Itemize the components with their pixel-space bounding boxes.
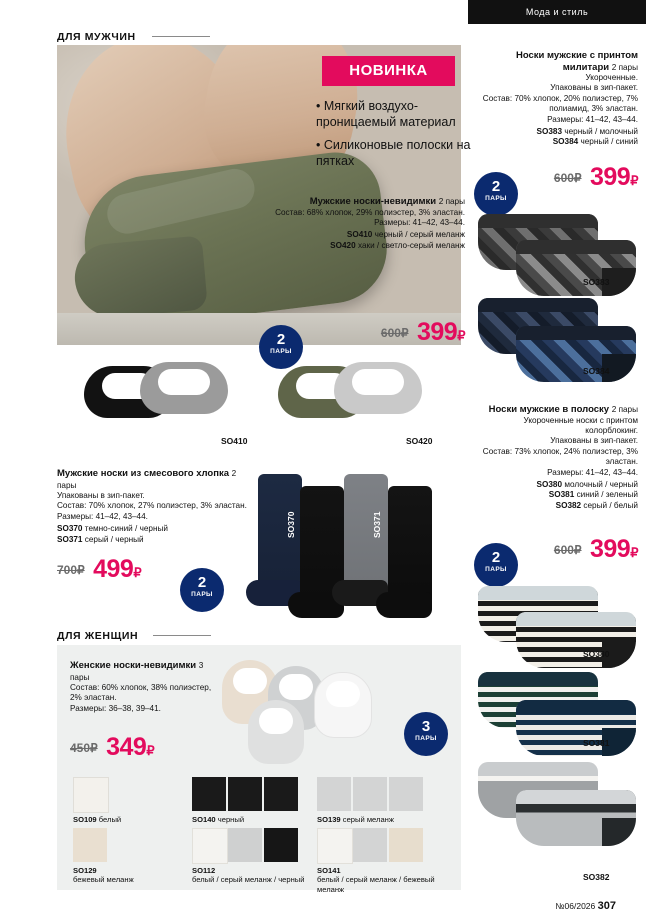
mixed-product-text	[57, 468, 247, 545]
photo-label-so383: SO383	[583, 277, 610, 287]
mixed-variant-code-1: SO370	[57, 524, 83, 534]
military-text	[478, 50, 638, 148]
hero-variant-name-2: хаки / светло-серый меланж	[357, 240, 465, 250]
hero-composition: Состав: 68% хлопок, 29% полиэстер, 3% эластан.	[275, 207, 465, 217]
military-line2: Упакованы в зип-пакет.	[550, 83, 638, 93]
sock-cuff	[516, 612, 636, 626]
hero-bullet-2: • Силиконовые полоски на пятках	[316, 138, 471, 168]
tall-sock-code-so370: SO370	[286, 511, 296, 538]
hero-price	[300, 318, 465, 347]
striped-composition: Состав: 73% хлопок, 24% полиэстер, 3% эластан.	[482, 446, 638, 467]
swatch-name-so112: белый / серый меланж / черный	[192, 875, 305, 885]
women-qty: 3 пары	[70, 661, 204, 682]
mixed-pairs-word: ПАРЫ	[191, 591, 213, 598]
page-number: 307	[597, 900, 616, 912]
sock-label-so420: SO420	[406, 436, 433, 446]
mixed-packing: Упакованы в зип-пакет.	[57, 491, 145, 500]
swatch-so139-b	[353, 777, 387, 811]
sock-opening	[326, 681, 360, 707]
military-line1: Укороченные.	[585, 73, 638, 82]
swatch-so140-a	[192, 777, 226, 811]
women-product-text	[70, 660, 220, 714]
striped-line1: Укороченные носки с принтом колорблокинг.	[523, 415, 638, 435]
hero-currency: ₽	[457, 328, 465, 343]
women-pairs-word: ПАРЫ	[415, 735, 437, 742]
mixed-variant-name-1: темно-синий / черный	[84, 524, 168, 534]
sock-cuff	[516, 790, 636, 804]
hero-bullet-1: • Мягкий воздухо-проницаемый материал	[316, 99, 456, 129]
swatch-label-so112	[192, 866, 307, 885]
sock-cuff	[516, 326, 636, 340]
tall-sock-code-so371: SO371	[372, 511, 382, 538]
hero-qty: 2 пары	[438, 197, 465, 206]
swatch-code-so141: SO141	[317, 866, 341, 875]
sock-cuff	[478, 298, 598, 312]
military-variant-code-2: SO384	[552, 137, 579, 147]
military-price-old: 600₽	[553, 170, 582, 185]
swatch-label-so129	[73, 866, 168, 885]
women-currency: ₽	[146, 743, 155, 758]
women-title: Женские носки-невидимки	[70, 660, 197, 671]
swatch-so140-c	[264, 777, 298, 811]
sock-cuff	[478, 762, 598, 776]
swatch-name-so141: белый / серый меланж / бежевый меланж	[317, 875, 435, 894]
military-pairs-number: 2	[491, 178, 501, 195]
novinka-badge: НОВИНКА	[322, 56, 455, 86]
mixed-pairs-badge	[180, 568, 224, 612]
photo-label-so381: SO381	[583, 738, 610, 748]
striped-text	[478, 404, 638, 511]
striped-variant-name-3: серый / белый	[583, 500, 638, 510]
mixed-price-new: 499	[93, 555, 134, 583]
sock-opening	[279, 674, 313, 700]
photo-label-so380: SO380	[583, 649, 610, 659]
swatch-label-so139	[317, 815, 437, 824]
sock-swatch-so410-grey	[140, 362, 228, 414]
striped-line2: Упакованы в зип-пакет.	[550, 436, 638, 446]
women-sock-grey-2	[248, 700, 304, 764]
mixed-price	[57, 555, 141, 584]
striped-sizes: Размеры: 41–42, 43–44.	[547, 467, 638, 477]
section-rule-men	[152, 36, 210, 37]
header-category-bar	[468, 0, 646, 24]
photo-label-so382: SO382	[583, 872, 610, 882]
section-rule-women	[153, 635, 211, 636]
header-category-label: Мода и стиль	[525, 7, 589, 17]
sock-opening	[259, 708, 293, 734]
swatch-so109	[73, 777, 109, 813]
hero-pairs-word: ПАРЫ	[270, 348, 292, 355]
striped-variant-name-2: синий / зеленый	[576, 490, 638, 500]
mixed-variant-code-2: SO371	[57, 534, 83, 544]
striped-currency: ₽	[630, 545, 638, 560]
swatch-so141-c	[389, 828, 423, 862]
sock-cuff	[478, 672, 598, 686]
swatch-name-so139: серый меланж	[342, 815, 394, 824]
hero-sizes: Размеры: 41–42, 43–44.	[374, 217, 465, 227]
section-title-women: ДЛЯ ЖЕНЩИН	[57, 630, 139, 642]
women-pairs-number: 3	[421, 718, 431, 735]
striped-qty: 2 пары	[611, 405, 638, 414]
swatch-so141-a	[317, 828, 353, 864]
military-qty: 2 пары	[611, 62, 638, 72]
women-price	[70, 733, 154, 762]
striped-title: Носки мужские в полоску	[488, 404, 610, 415]
mixed-price-old: 700₽	[57, 562, 85, 577]
military-currency: ₽	[630, 173, 638, 188]
photo-label-so384: SO384	[583, 366, 610, 376]
sock-cuff	[478, 586, 598, 600]
women-price-old: 450₽	[70, 740, 98, 755]
military-pairs-badge	[474, 172, 518, 216]
sock-cuff	[516, 240, 636, 254]
swatch-so112-b	[228, 828, 262, 862]
military-title: Носки мужские с принтом милитари	[515, 50, 638, 73]
swatch-code-so109: SO109	[73, 815, 97, 824]
women-sizes: Размеры: 36–38, 39–41.	[70, 703, 161, 713]
ankle-sock-so381-b	[516, 700, 636, 756]
ankle-sock-so382-b	[516, 790, 636, 846]
swatch-so140-b	[228, 777, 262, 811]
swatch-code-so140: SO140	[192, 815, 216, 824]
hero-title: Мужские носки-невидимки	[309, 196, 437, 207]
mixed-composition: Состав: 70% хлопок, 27% полиэстер, 3% эластан. Размеры: 41–42, 43–44.	[57, 501, 247, 521]
section-title-men: ДЛЯ МУЖЧИН	[57, 31, 136, 43]
swatch-so129	[73, 828, 107, 862]
mixed-currency: ₽	[133, 565, 142, 580]
tall-sock-foot	[376, 592, 432, 618]
hero-bullets	[316, 98, 498, 176]
military-variant-name-1: черный / молочный	[564, 127, 638, 137]
swatch-label-so109	[73, 815, 153, 824]
ankle-sock-so383-b	[516, 240, 636, 296]
striped-variant-code-3: SO382	[555, 500, 582, 510]
striped-variant-code-1: SO380	[536, 479, 563, 489]
swatch-name-so140: черный	[217, 815, 245, 824]
women-pairs-badge	[404, 712, 448, 756]
sock-swatch-so420-grey	[334, 362, 422, 414]
women-price-new: 349	[106, 733, 147, 761]
striped-pairs-badge	[474, 543, 518, 587]
swatch-so112-a	[192, 828, 228, 864]
hero-variant-code-2: SO420	[330, 240, 356, 250]
striped-variant-name-1: молочный / черный	[564, 479, 638, 489]
sock-cuff	[478, 214, 598, 228]
swatch-code-so112: SO112	[192, 866, 216, 875]
swatch-so139-c	[389, 777, 423, 811]
swatch-name-so109: белый	[98, 815, 122, 824]
military-pairs-word: ПАРЫ	[485, 195, 507, 202]
tall-sock-so371	[344, 474, 388, 606]
military-sizes: Размеры: 41–42, 43–44.	[547, 114, 638, 124]
swatch-label-so140	[192, 815, 292, 824]
women-composition: Состав: 60% хлопок, 38% полиэстер, 2% эластан.	[70, 683, 212, 703]
hero-price-new: 399	[417, 318, 458, 346]
striped-variant-code-2: SO381	[548, 490, 575, 500]
issue-number: №06/2026	[555, 901, 596, 911]
tall-sock-black-2	[388, 486, 432, 618]
mixed-variant-name-2: серый / черный	[84, 534, 144, 544]
tall-sock-so370	[258, 474, 302, 606]
military-variant-code-1: SO383	[536, 127, 563, 137]
striped-pairs-number: 2	[491, 549, 501, 566]
swatch-code-so129: SO129	[73, 866, 97, 875]
striped-pairs-word: ПАРЫ	[485, 566, 507, 573]
page-footer	[555, 900, 616, 912]
mixed-qty: 2 пары	[57, 469, 237, 490]
hero-pairs-badge	[259, 325, 303, 369]
military-variant-name-2: черный / синий	[580, 137, 638, 147]
ankle-sock-so380-b	[516, 612, 636, 668]
sock-label-so410: SO410	[221, 436, 248, 446]
striped-price-old: 600₽	[553, 542, 582, 557]
hero-product-text	[272, 196, 465, 251]
swatch-so141-b	[353, 828, 387, 862]
mixed-title: Мужские носки из смесового хлопка	[57, 468, 229, 479]
hero-variant-name-1: черный / серый меланж	[374, 230, 465, 240]
military-price-new: 399	[590, 163, 631, 191]
hero-pairs-number: 2	[276, 331, 286, 348]
swatch-name-so129: бежевый меланж	[73, 875, 134, 885]
hero-price-old: 600₽	[380, 325, 409, 340]
mixed-pairs-number: 2	[197, 574, 207, 591]
sock-heel	[602, 818, 636, 846]
sock-opening	[158, 369, 210, 395]
striped-price-new: 399	[590, 535, 631, 563]
hero-sock-toe-graphic	[72, 235, 208, 320]
sock-cuff	[516, 700, 636, 714]
swatch-code-so139: SO139	[317, 815, 341, 824]
sock-opening	[233, 668, 267, 694]
hero-variant-code-1: SO410	[346, 230, 373, 240]
hero-photo	[57, 45, 461, 348]
military-composition: Состав: 70% хлопок, 20% полиэстер, 7% полиамид, 3% эластан.	[482, 93, 638, 114]
swatch-label-so141	[317, 866, 442, 894]
women-sock-white	[314, 672, 372, 738]
swatch-so112-c	[264, 828, 298, 862]
ankle-sock-so384-b	[516, 326, 636, 382]
swatch-so139-a	[317, 777, 351, 811]
sock-opening	[352, 369, 404, 395]
